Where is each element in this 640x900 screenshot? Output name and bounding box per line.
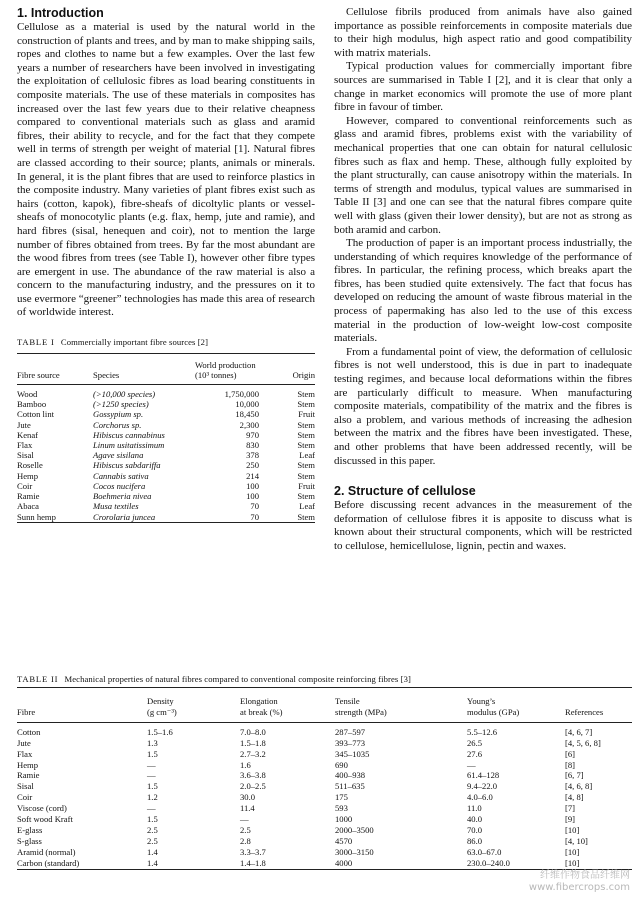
table-2-cell-refs: [6] xyxy=(565,748,576,759)
table-2-cell-youngs: 63.0–67.0 xyxy=(467,846,502,857)
table-1-cell-production: 18,450 xyxy=(235,409,259,420)
table-2-header-tensile-line1: Tensile xyxy=(335,696,360,706)
table-2 xyxy=(17,688,632,870)
table-2-cell-density: — xyxy=(147,759,156,770)
table-1-row xyxy=(17,440,315,450)
table-2-caption-text: Mechanical properties of natural fibres compared to conventional composite reinforcing fibres [3] xyxy=(64,674,411,684)
section-2-heading: 2. Structure of cellulose xyxy=(334,484,476,499)
table-1-row xyxy=(17,385,315,400)
intro-paragraph-2: Cellulose fibrils produced from animals have also gained importance as possible reinforcements in composite materials due to their high modulus, high aspect ratio and good compatibility with matrix materials. xyxy=(334,6,632,59)
table-2-cell-youngs: 86.0 xyxy=(467,835,483,846)
table-1-cell-species: Crorolaria juncea xyxy=(93,511,156,522)
table-2-cell-youngs: 27.6 xyxy=(467,748,483,759)
table-1-header-production xyxy=(195,354,281,385)
table-2-cell-elongation: 1.6 xyxy=(240,759,251,770)
table-1-cell-production: 70 xyxy=(250,501,259,512)
table-1-cell-origin: Leaf xyxy=(299,501,315,512)
table-2-cell-refs: [7] xyxy=(565,803,576,814)
table-2-cell-elongation: 1.5–1.8 xyxy=(240,737,266,748)
table-2-header-elongation-line1: Elongation xyxy=(240,696,278,706)
table-2-cell-elongation: 7.0–8.0 xyxy=(240,726,266,737)
table-2-cell-tensile: 690 xyxy=(335,759,348,770)
table-2-header-youngs-line1: Young’s xyxy=(467,696,496,706)
intro-paragraph-5: The production of paper is an important process industrially, the understanding of which requires knowledge of the performance of fibres. In particular, the refining process, which breaks apart the fibres, has been studied quite extensively. The fact that focus has developed on reducing the amount of waste fibrous material in the process of papermaking has also led to the use of this excess material in the production of low-weight low-cost composite materials. xyxy=(334,237,632,345)
table-1-cell-production: 970 xyxy=(246,429,259,440)
table-1-cell-production: 830 xyxy=(246,440,259,451)
table-2-cell-fibre: Jute xyxy=(17,737,31,748)
table-1-label: TABLE I xyxy=(17,337,55,348)
table-1-cell-source: Jute xyxy=(17,419,31,430)
table-1-cell-species: (>10,000 species) xyxy=(93,389,156,400)
table-2-cell-density: 1.5 xyxy=(147,781,158,792)
table-2-cell-fibre: Aramid (normal) xyxy=(17,846,76,857)
table-2-row xyxy=(17,814,632,825)
table-2-cell-elongation: 2.5 xyxy=(240,824,251,835)
table-1-cell-source: Sisal xyxy=(17,450,34,461)
table-2-cell-fibre: Viscose (cord) xyxy=(17,803,67,814)
table-2-cell-density: 1.5 xyxy=(147,748,158,759)
watermark xyxy=(529,870,630,894)
table-2-cell-tensile: 287–597 xyxy=(335,726,366,737)
table-2-cell-density: 1.4 xyxy=(147,846,158,857)
table-2-cell-elongation: 1.4–1.8 xyxy=(240,857,266,868)
section-1-heading: 1. Introduction xyxy=(17,6,104,20)
table-1-cell-source: Hemp xyxy=(17,470,39,481)
table-1-cell-species: Musa textiles xyxy=(93,501,139,512)
table-2-cell-youngs: 26.5 xyxy=(467,737,483,748)
table-2-cell-elongation: 2.8 xyxy=(240,835,251,846)
table-2-cell-refs: [6, 7] xyxy=(565,770,584,781)
table-1-cell-origin: Stem xyxy=(297,511,315,522)
table-2-cell-tensile: 1000 xyxy=(335,814,353,825)
table-2-cell-tensile: 175 xyxy=(335,792,348,803)
table-1-cell-species: Agave sisilana xyxy=(93,450,144,461)
table-2-cell-refs: [9] xyxy=(565,814,576,825)
table-2-cell-youngs: 70.0 xyxy=(467,824,483,835)
watermark-line-2: www.fibercrops.com xyxy=(528,882,630,893)
table-2-cell-fibre: E-glass xyxy=(17,824,43,835)
table-1-cell-origin: Stem xyxy=(297,460,315,471)
table-1-cell-species: (>1250 species) xyxy=(93,399,149,410)
left-column xyxy=(17,6,315,523)
table-1-caption-text: Commercially important fibre sources [2] xyxy=(60,337,209,348)
table-1-cell-production: 100 xyxy=(246,491,259,502)
table-1-row xyxy=(17,450,315,460)
table-1-cell-production: 10,000 xyxy=(235,399,259,410)
table-2-header-density-line1: Density xyxy=(147,696,174,706)
table-2-cell-density: 1.5 xyxy=(147,814,158,825)
table-1-row xyxy=(17,399,315,409)
table-2-label: TABLE II xyxy=(17,674,59,684)
table-1-cell-production: 100 xyxy=(246,480,259,491)
table-2-cell-refs: [4, 10] xyxy=(565,835,588,846)
table-2-cell-density: — xyxy=(147,770,156,781)
table-2-row xyxy=(17,738,632,749)
table-2-row xyxy=(17,770,632,781)
table-2-row xyxy=(17,803,632,814)
table-2-cell-density: 1.4 xyxy=(147,857,158,868)
table-1-header-production-line1: World production xyxy=(195,359,256,370)
table-2-row xyxy=(17,749,632,760)
table-2-cell-fibre: Sisal xyxy=(17,781,34,792)
table-1-row xyxy=(17,481,315,491)
table-1 xyxy=(17,354,315,523)
table-1-cell-origin: Fruit xyxy=(298,480,315,491)
table-2-cell-refs: [10] xyxy=(565,824,580,835)
table-2-cell-refs: [4, 6, 8] xyxy=(565,781,593,792)
table-1-cell-origin: Stem xyxy=(297,440,315,451)
table-2-cell-tensile: 511–635 xyxy=(335,781,365,792)
table-2-cell-density: 1.5–1.6 xyxy=(147,726,173,737)
table-2-header-tensile xyxy=(335,688,467,722)
table-2-cell-elongation: 2.0–2.5 xyxy=(240,781,266,792)
table-1-cell-production: 70 xyxy=(250,511,259,522)
table-2-cell-fibre: Hemp xyxy=(17,759,39,770)
table-1-row xyxy=(17,420,315,430)
table-1-cell-source: Kenaf xyxy=(17,429,38,440)
table-1-row xyxy=(17,409,315,419)
table-2-cell-refs: [10] xyxy=(565,857,580,868)
intro-paragraph-1: Cellulose as a material is used by the natural world in the construction of plants and trees, and by man to make shipping sails, ropes and clothes to name but a few examples. Over the last few years a number of researchers have been involved in investigating the exploitation of cellulosic fibres as load bearing constituents in composite materials. The use of these materials in composites has increased over the last few years due to their relative cheapness compared to conventional materials such as glass and aramid fibres, their ability to recycle, and for the fact that they compete well in terms of strength per weight of material [1]. Natural fibres are classed according to their source; plants, animals or minerals. In general, it is the plant fibres that are used to reinforce plastics in the composite industry. Many varieties of plant fibres exist such as hairs (cotton, kapok), fibre-sheafs of dicoltylic plants or vessel-sheafs of monocotylic plants (e.g. flax, hemp, jute and ramie), and hard fibres (sisal, henequen and coir), not to mention the large number of fibres obtained from trees. By far the most abundant are the wood fibres from trees (see Table I), however other fibre types are emergent in use. The abundance of the raw material is also a concern to the manufacturing industry, and the pressures on it to use evermore “greener” technologies has made this area of research of worldwide interest. xyxy=(17,21,315,319)
table-2-cell-fibre: Flax xyxy=(17,748,33,759)
table-2-cell-youngs: 230.0–240.0 xyxy=(467,857,510,868)
table-2-header-references: References xyxy=(565,706,604,717)
table-1-cell-source: Abaca xyxy=(17,501,39,512)
table-2-row xyxy=(17,760,632,771)
table-1-header-production-line2: (10³ tonnes) xyxy=(195,369,237,380)
table-2-header-density xyxy=(147,688,240,722)
table-2-cell-refs: [4, 6, 7] xyxy=(565,726,593,737)
table-1-cell-production: 250 xyxy=(246,460,259,471)
table-1-cell-source: Cotton lint xyxy=(17,409,55,420)
table-2-cell-elongation: 3.6–3.8 xyxy=(240,770,266,781)
table-1-cell-species: Cannabis sativa xyxy=(93,470,149,481)
table-2-cell-fibre: Ramie xyxy=(17,770,40,781)
table-1-cell-species: Cocos nucifera xyxy=(93,480,146,491)
table-2-cell-elongation: 2.7–3.2 xyxy=(240,748,266,759)
table-1-cell-source: Ramie xyxy=(17,491,40,502)
table-2-block xyxy=(17,674,632,870)
table-2-header-elongation-line2: at break (%) xyxy=(240,706,283,717)
table-1-cell-production: 1,750,000 xyxy=(224,389,259,400)
table-1-body xyxy=(17,385,315,523)
table-1-cell-origin: Leaf xyxy=(299,450,315,461)
table-1-row xyxy=(17,460,315,470)
table-2-cell-tensile: 4000 xyxy=(335,857,353,868)
table-2-row xyxy=(17,722,632,737)
table-1-cell-source: Sunn hemp xyxy=(17,511,56,522)
table-2-row xyxy=(17,847,632,858)
intro-paragraph-3: Typical production values for commercially important fibre sources are summarised in Table I [2], and it is clear that only a change in market economics will promote the use of more plant fibre in favour of timber. xyxy=(334,60,632,114)
table-1-cell-origin: Stem xyxy=(297,491,315,502)
table-2-row xyxy=(17,781,632,792)
table-1-header-species: Species xyxy=(93,369,120,380)
table-2-cell-youngs: — xyxy=(467,759,476,770)
table-2-cell-tensile: 3000–3150 xyxy=(335,846,374,857)
table-1-cell-production: 214 xyxy=(246,470,259,481)
table-1-cell-species: Linum usitatissimum xyxy=(93,440,165,451)
table-2-header-elongation xyxy=(240,688,335,722)
table-1-row xyxy=(17,430,315,440)
table-1-row xyxy=(17,501,315,511)
table-1-cell-origin: Stem xyxy=(297,429,315,440)
table-2-cell-elongation: 11.4 xyxy=(240,803,255,814)
table-2-header-youngs xyxy=(467,688,565,722)
table-2-caption xyxy=(17,674,632,688)
table-1-header-source: Fibre source xyxy=(17,369,60,380)
table-2-cell-refs: [10] xyxy=(565,846,580,857)
table-1-cell-source: Coir xyxy=(17,480,33,491)
table-1-cell-species: Hibiscus sabdariffa xyxy=(93,460,161,471)
table-2-cell-tensile: 593 xyxy=(335,803,348,814)
table-2-cell-tensile: 393–773 xyxy=(335,737,366,748)
watermark-line-1: 纤维作物食品纤维网 xyxy=(540,870,630,881)
table-1-cell-species: Hibiscus cannabinus xyxy=(93,429,165,440)
table-2-cell-fibre: S-glass xyxy=(17,835,42,846)
table-1-row xyxy=(17,491,315,501)
table-1-cell-species: Corchorus sp. xyxy=(93,419,142,430)
table-2-row xyxy=(17,825,632,836)
table-2-row xyxy=(17,792,632,803)
table-1-cell-source: Roselle xyxy=(17,460,43,471)
table-2-cell-youngs: 9.4–22.0 xyxy=(467,781,498,792)
table-2-header-youngs-line2: modulus (GPa) xyxy=(467,706,520,717)
table-2-cell-fibre: Cotton xyxy=(17,726,41,737)
table-2-header-tensile-line2: strength (MPa) xyxy=(335,706,387,717)
table-1-cell-origin: Fruit xyxy=(298,409,315,420)
table-2-cell-refs: [4, 5, 6, 8] xyxy=(565,737,601,748)
table-1-cell-source: Flax xyxy=(17,440,33,451)
table-2-cell-tensile: 2000–3500 xyxy=(335,824,374,835)
table-2-cell-density: — xyxy=(147,803,156,814)
table-1-cell-production: 2,300 xyxy=(239,419,259,430)
table-2-cell-fibre: Carbon (standard) xyxy=(17,857,80,868)
table-2-cell-youngs: 11.0 xyxy=(467,803,482,814)
section-2-paragraph: Before discussing recent advances in the measurement of the deformation of cellulose fibres it is apposite to discuss what is known about their structural components, which will be restricted to cellulose, hemicellulose, lignin, pectin and waxes. xyxy=(334,499,632,552)
table-2-row xyxy=(17,858,632,869)
table-1-caption xyxy=(17,336,315,354)
table-2-cell-refs: [4, 8] xyxy=(565,792,584,803)
right-column xyxy=(334,6,632,554)
table-1-cell-source: Wood xyxy=(17,389,38,400)
table-2-cell-tensile: 345–1035 xyxy=(335,748,370,759)
table-1-cell-origin: Stem xyxy=(297,470,315,481)
table-2-cell-fibre: Coir xyxy=(17,792,33,803)
table-2-cell-density: 2.5 xyxy=(147,824,158,835)
table-2-cell-fibre: Soft wood Kraft xyxy=(17,814,73,825)
table-2-cell-youngs: 61.4–128 xyxy=(467,770,500,781)
table-1-header-row xyxy=(17,354,315,385)
table-2-cell-density: 1.2 xyxy=(147,792,158,803)
table-2-header-row xyxy=(17,688,632,722)
table-2-cell-tensile: 400–938 xyxy=(335,770,366,781)
table-1-row xyxy=(17,512,315,523)
table-2-cell-youngs: 5.5–12.6 xyxy=(467,726,498,737)
table-2-cell-elongation: 30.0 xyxy=(240,792,256,803)
table-1-cell-origin: Stem xyxy=(297,389,315,400)
table-2-cell-density: 1.3 xyxy=(147,737,158,748)
table-2-cell-elongation: — xyxy=(240,814,249,825)
table-2-cell-youngs: 4.0–6.0 xyxy=(467,792,493,803)
table-1-cell-source: Bamboo xyxy=(17,399,47,410)
intro-paragraph-6: From a fundamental point of view, the deformation of cellulosic fibres is not well understood, this is due in part to inadequate testing regimes, and because local deformations within the fibres are particularly difficult to measure. When manufacturing composite materials, compatibility of the matrix and the fibres is also a problem, and various methods of increasing the adhesion between the matrix and the fibres have been investigated. These, and other problems that have been addressed recently, will be discussed in this paper. xyxy=(334,345,632,467)
table-2-cell-elongation: 3.3–3.7 xyxy=(240,846,266,857)
table-2-body xyxy=(17,722,632,869)
table-2-cell-youngs: 40.0 xyxy=(467,814,483,825)
table-1-row xyxy=(17,471,315,481)
table-1-header-origin: Origin xyxy=(292,369,315,380)
table-1-cell-origin: Stem xyxy=(297,419,315,430)
table-2-row xyxy=(17,836,632,847)
table-1-cell-origin: Stem xyxy=(297,399,315,410)
intro-paragraph-4: However, compared to conventional reinforcements such as glass and aramid fibres, problems exist with the variability of mechanical properties that one can obtain for natural cellulosic fibres such as flax and hemp. These, although fully exploited by the plant structurally, can cause anisotropy within the materials. In terms of strength and modulus, typical values are summarised in Table II [3] and one can see that the natural fibres compare quite well with glass (given their lower density), but are not as strong as both aramid and carbon. xyxy=(334,114,632,236)
table-1-cell-production: 378 xyxy=(246,450,259,461)
table-2-header-density-line2: (g cm⁻³) xyxy=(147,706,177,717)
table-2-cell-density: 2.5 xyxy=(147,835,158,846)
table-2-cell-tensile: 4570 xyxy=(335,835,353,846)
table-2-cell-refs: [8] xyxy=(565,759,576,770)
table-1-cell-species: Gossypium sp. xyxy=(93,409,144,420)
table-2-header-fibre: Fibre xyxy=(17,706,36,717)
table-1-cell-species: Boehmeria nivea xyxy=(93,491,152,502)
